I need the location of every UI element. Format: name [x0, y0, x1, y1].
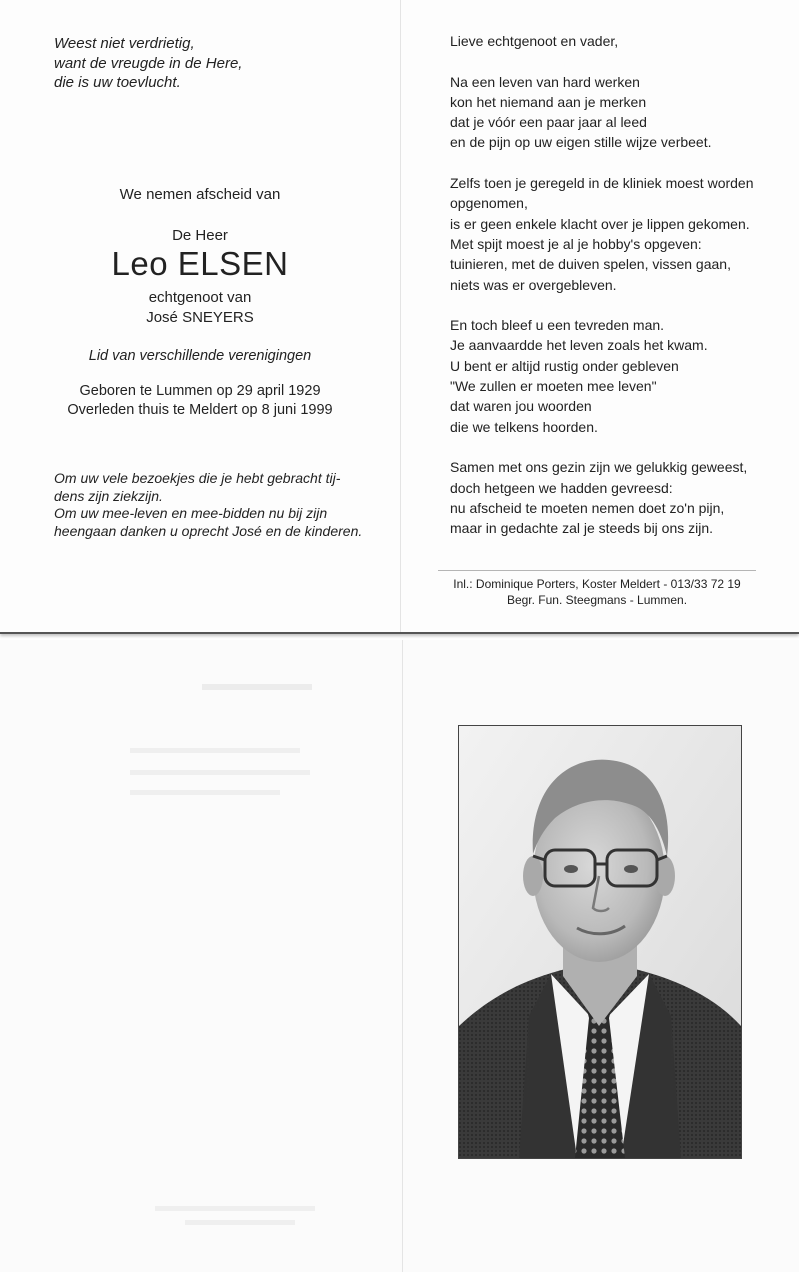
death-line: Overleden thuis te Meldert op 8 juni 1999 [67, 402, 333, 418]
poem-line: Na een leven van hard werken [450, 73, 640, 90]
stanza-gap [450, 51, 754, 71]
credit-divider [438, 570, 756, 571]
poem-line: maar in gedachte zal je steeds bij ons zijn. [450, 520, 714, 537]
left-page [0, 0, 400, 632]
poem-line: Zelfs toen je geregeld in de kliniek moest worden [450, 175, 754, 192]
poem-line: nu afscheid te moeten nemen doet zo'n pijn, [450, 499, 725, 516]
right-page [400, 0, 799, 632]
poem-line: "We zullen er moeten mee leven" [450, 378, 657, 395]
poem-line: doch hetgeen we hadden gevreesd: [450, 479, 673, 496]
motto-line: want de vreugde in de Here, [54, 54, 243, 72]
stanza-gap [450, 153, 754, 173]
portrait-illustration [459, 726, 741, 1158]
poem-line: En toch bleef u een tevreden man. [450, 317, 665, 334]
farewell-heading: We nemen afscheid van [119, 186, 281, 203]
show-through-bottom [95, 1200, 355, 1240]
motto-line: Weest niet verdrietig, [54, 35, 195, 52]
thanks-line: Om uw mee-leven en mee-bidden nu bij zijn [54, 505, 328, 521]
membership-note: Lid van verschillende verenigingen [88, 348, 312, 364]
stanza-gap [450, 437, 754, 457]
undertaker-credit: Begr. Fun. Steegmans - Lummen. [506, 593, 688, 607]
poem [450, 31, 754, 538]
photo-page [400, 640, 799, 1272]
show-through-marks-bottom [95, 1200, 355, 1240]
sexton-credit: Inl.: Dominique Porters, Koster Meldert - 013/33 72 19 [453, 577, 741, 591]
poem-line: Samen met ons gezin zijn we gelukkig geweest, [450, 459, 748, 476]
show-through-marks [90, 678, 350, 798]
poem-line: Met spijt moest je al je hobby's opgeven: [450, 235, 702, 252]
outer-spread [0, 640, 799, 1272]
poem-line: opgenomen, [450, 195, 528, 212]
show-through-left [90, 678, 350, 798]
poem-line: kon het niemand aan je merken [450, 93, 647, 110]
motto-line: die is uw toevlucht. [54, 74, 181, 91]
thanks-line: dens zijn ziekzijn. [54, 487, 163, 504]
poem-line: tuinieren, met de duiven spelen, vissen gaan, [450, 256, 731, 273]
poem-line: niets was er overgebleven. [450, 276, 617, 293]
birth-line: Geboren te Lummen op 29 april 1929 [79, 383, 321, 399]
deceased-name: Leo ELSEN [111, 245, 289, 282]
poem-line: is er geen enkele klacht over je lippen gekomen. [450, 215, 750, 232]
poem-line: dat je vóór een paar jaar al leed [450, 114, 647, 131]
inner-spread [0, 0, 799, 634]
thanks-line: Om uw vele bezoekjes die je hebt gebracht tij- [54, 470, 341, 486]
portrait-photo-icon [458, 725, 742, 1159]
poem-line: Lieve echtgenoot en vader, [450, 33, 619, 49]
honorific: De Heer [172, 227, 228, 244]
spouse-name: José SNEYERS [146, 309, 254, 326]
thanks-line: heengaan danken u oprecht José en de kinderen. [54, 522, 363, 539]
poem-line: en de pijn op uw eigen stille wijze verbeet. [450, 134, 712, 151]
poem-line: dat waren jou woorden [450, 398, 592, 415]
thanks-note [54, 470, 374, 540]
spouse-label: echtgenoot van [148, 289, 252, 306]
poem-line: Je aanvaardde het leven zoals het kwam. [450, 337, 708, 354]
stanza-gap [450, 295, 754, 315]
motto-verse [54, 34, 242, 93]
poem-line: U bent er altijd rustig onder gebleven [450, 357, 679, 374]
poem-line: die we telkens hoorden. [450, 418, 598, 435]
